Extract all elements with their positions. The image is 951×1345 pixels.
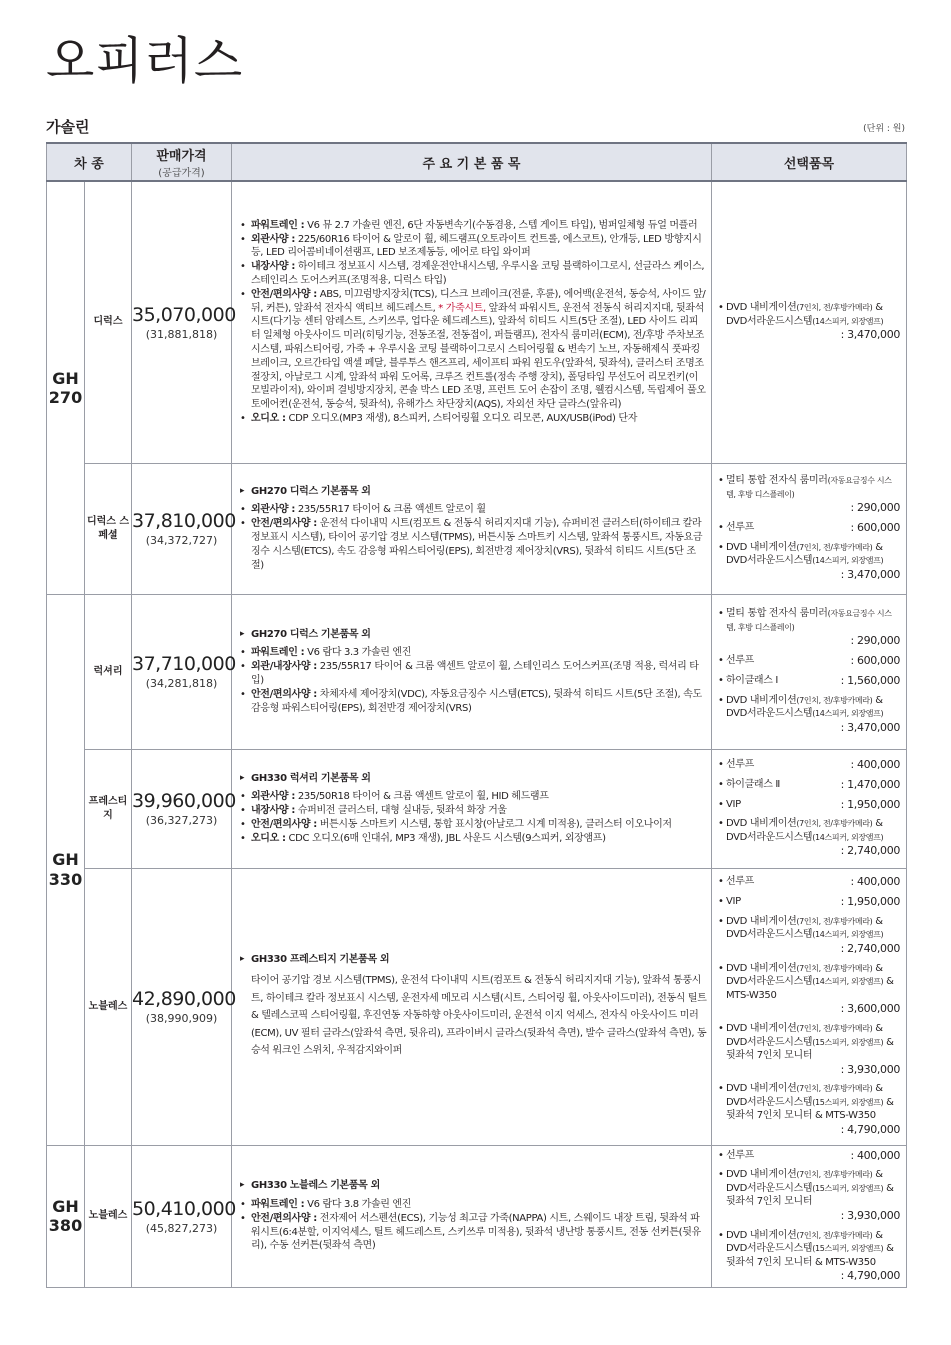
option-item: [718, 694, 900, 736]
option-name: & DVD서라운드시스템: [726, 1169, 883, 1194]
feature-label: 안전/편의사양 :: [251, 818, 317, 830]
header-options: 선택품목: [712, 143, 907, 181]
table-row: [47, 749, 907, 868]
price-cell: [132, 463, 236, 594]
trim-cell: 럭셔리: [85, 594, 132, 749]
option-price: : 3,470,000: [840, 720, 900, 734]
feature-list: [240, 953, 707, 1059]
option-item: [718, 895, 900, 910]
price-cell: [132, 181, 236, 463]
feature-label: 안전/편의사양 :: [251, 688, 317, 700]
option-note: (14스피커, 외장앰프): [812, 977, 884, 987]
feature-heading-text: GH330 럭셔리 기본품목 외: [251, 772, 371, 784]
option-item: [718, 758, 900, 773]
options-cell: [712, 594, 907, 749]
feature-item: [240, 646, 707, 660]
model-group-gh270: GH 270: [47, 181, 85, 594]
supply-price: (34,281,818): [145, 677, 218, 690]
unit-note: (단위 : 원): [863, 124, 905, 134]
feature-label: 내장사양 :: [251, 805, 296, 817]
features-cell: [232, 749, 712, 868]
price-cell: [132, 868, 236, 1145]
feature-heading: [240, 485, 707, 499]
option-name: & DVD서라운드시스템: [726, 302, 883, 327]
option-price: : 3,470,000: [840, 328, 900, 342]
price-cell: [132, 1145, 236, 1288]
option-price: : 4,790,000: [840, 1122, 900, 1136]
table-header-row: [47, 143, 907, 181]
feature-item: [240, 832, 707, 846]
option-note: (14스피커, 외장앰프): [812, 556, 884, 566]
feature-label: 오디오 :: [251, 412, 286, 424]
option-price: : 1,560,000: [840, 674, 900, 687]
option-note: (자동요금징수 시스템, 후방 디스플레이): [726, 476, 892, 499]
option-price: : 290,000: [850, 501, 900, 515]
option-name: DVD 내비게이션: [726, 694, 797, 706]
option-item: [718, 962, 900, 1017]
trim-cell: 디럭스: [85, 181, 132, 463]
feature-list: [240, 1179, 707, 1253]
option-note: (14스피커, 외장앰프): [812, 709, 884, 719]
trim-cell: 디럭스 스페셜: [85, 463, 132, 594]
table-body: [47, 181, 907, 1288]
option-price: : 1,470,000: [840, 777, 900, 791]
feature-item: [240, 503, 707, 517]
feature-item: [240, 1198, 707, 1212]
feature-text: V6 뮤 2.7 가솔린 엔진, 6단 자동변속기(수동겸용, 스텝 게이트 타입), 범퍼일체형 듀얼 머플러: [304, 219, 698, 231]
feature-item: [240, 233, 707, 261]
features-cell: [232, 181, 712, 463]
option-name: & DVD서라운드시스템: [726, 541, 883, 567]
option-item: [718, 654, 900, 669]
features-cell: [232, 868, 712, 1145]
feature-text: 슈퍼비전 클러스터, 대형 실내등, 뒷좌석 화장 거울: [295, 805, 507, 817]
option-name: • VIP: [726, 896, 741, 908]
option-item: [718, 778, 900, 793]
feature-heading: [240, 953, 707, 967]
feature-label: 외관/내장사양 :: [251, 661, 317, 673]
option-item: [718, 1082, 900, 1137]
option-name: & MTS-W350: [726, 976, 894, 1001]
feature-list: [240, 219, 707, 426]
option-description: [726, 694, 900, 721]
option-item: [718, 541, 900, 583]
table-row: [47, 868, 907, 1145]
feature-item: [240, 260, 707, 288]
options-cell: [712, 181, 907, 463]
feature-label: 안전/편의사양 :: [251, 1212, 317, 1224]
feature-list: [240, 628, 707, 716]
feature-heading-text: GH330 노블레스 기본품목 외: [251, 1180, 380, 1192]
option-name: & DVD서라운드시스템: [726, 1023, 883, 1048]
option-name: & 뒷좌석 7인치 모니터 & MTS-W350: [726, 1243, 894, 1268]
feature-text: ABS, 미끄럼방지장치(TCS), 디스크 브레이크(전륜, 후륜), 에어백(운전석, 동승석, 사이드 앞/뒤, 커튼), 앞좌석 전자식 액티브 헤드레스트,: [251, 288, 706, 314]
option-note: (7인치, 전/후방카메라): [796, 542, 873, 552]
feature-item: [240, 804, 707, 818]
option-note: (15스피커, 외장앰프): [812, 1097, 884, 1107]
feature-item: [240, 517, 707, 572]
feature-label: 파워트레인 :: [251, 219, 305, 231]
feature-list: [240, 485, 707, 573]
feature-item: [240, 219, 707, 233]
option-item: [718, 915, 900, 957]
option-name: DVD 내비게이션: [726, 541, 797, 553]
option-item: [718, 1149, 900, 1164]
header-price-label: 판매가격: [156, 149, 207, 164]
option-row: [726, 895, 900, 910]
option-description: [726, 915, 900, 942]
table-row: [47, 1145, 907, 1288]
option-name: & DVD서라운드시스템: [726, 1229, 883, 1255]
trim-cell: 노블레스: [85, 1145, 132, 1288]
option-item: [718, 1229, 900, 1284]
option-note: (7인치, 전/후방카메라): [796, 1084, 873, 1094]
feature-heading: [240, 1179, 707, 1193]
option-name: DVD 내비게이션: [726, 818, 797, 830]
feature-item: [240, 1212, 707, 1253]
option-name: DVD 내비게이션: [726, 962, 797, 974]
option-item: [718, 1022, 900, 1077]
option-item: [718, 875, 900, 890]
feature-label: 외관사양 :: [251, 504, 296, 516]
feature-label: 파워트레인 :: [251, 1199, 305, 1211]
option-note: (7인치, 전/후방카메라): [796, 963, 873, 973]
option-price: : 400,000: [850, 1148, 900, 1162]
option-price: : 400,000: [850, 757, 900, 771]
feature-label: 내장사양 :: [251, 261, 296, 273]
feature-text: CDP 오디오(MP3 재생), 8스피커, 스티어링휠 오디오 리모콘, AUX/USB(iPod) 단자: [285, 412, 637, 424]
option-name: & DVD서라운드시스템: [726, 818, 883, 843]
option-name: • 선루프: [726, 522, 754, 534]
trim-cell: 노블레스: [85, 868, 132, 1145]
feature-label: 안전/편의사양 :: [251, 518, 317, 530]
feature-heading-text: GH270 디럭스 기본품목 외: [251, 485, 371, 497]
feature-text: V6 람다 3.3 가솔린 엔진: [304, 647, 412, 659]
option-row: [726, 521, 900, 536]
option-name: DVD 내비게이션: [726, 1169, 797, 1181]
option-price: : 1,950,000: [840, 895, 900, 909]
option-item: [718, 474, 900, 516]
feature-text: 235/50R18 타이어 & 크롬 액센트 알로이 휠, HID 헤드램프: [295, 791, 549, 803]
fuel-type-heading: 가솔린: [46, 118, 90, 136]
option-price: : 3,470,000: [840, 567, 900, 581]
supply-price: (45,827,273): [145, 1221, 218, 1235]
option-description: [726, 962, 900, 1003]
feature-heading: [240, 628, 707, 642]
header-features: 주 요 기 본 품 목: [232, 143, 712, 181]
option-description: [726, 1082, 900, 1123]
feature-label: 파워트레인 :: [251, 647, 305, 659]
option-note: (15스피커, 외장앰프): [812, 1244, 884, 1254]
supply-price: (31,881,818): [145, 327, 218, 341]
option-name: • 하이클래스 Ⅱ: [726, 778, 780, 790]
options-cell: [712, 868, 907, 1145]
feature-text: V6 람다 3.8 가솔린 엔진: [304, 1199, 412, 1211]
option-name: & DVD서라운드시스템: [726, 1083, 883, 1108]
option-note: (7인치, 전/후방카메라): [796, 695, 873, 705]
option-note: (15스피커, 외장앰프): [812, 1037, 884, 1047]
option-row: [726, 798, 900, 813]
option-price: : 600,000: [850, 654, 900, 668]
table-row: [47, 181, 907, 463]
option-name: DVD 내비게이션: [726, 1023, 797, 1035]
option-note: (14스피커, 외장앰프): [812, 930, 884, 940]
option-note: (7인치, 전/후방카메라): [796, 1230, 873, 1240]
feature-text: 차체자세 제어장치(VDC), 자동요금징수 시스템(ETCS), 뒷좌석 히티드 시트(5단 조절), 속도 감응형 파워스티어링(EPS), 회전반경 제어장치(VRS): [251, 688, 702, 714]
feature-label: 오디오 :: [251, 832, 286, 844]
option-row: [726, 674, 900, 689]
sale-price: 42,890,000: [132, 988, 236, 1010]
feature-item: [240, 412, 707, 426]
feature-text: 앞좌석 파워시트, 운전석 전동식 허리지지대, 뒷좌석 시트(다기능 센터 암레스트, 스키쓰루, 업다운 헤드레스트), 앞좌석 히티드 시트(5단 조절), LED 사이드 리피터 일체형 아웃사이드 미러(히팅기능, 전동조절, 전동접이, 퍼들램프), 전자식 룸미러(ECM), 전/후방 주차보조시스템, 파워스티어링, 가죽 + 우루시올 코팅 블랙하이그로시 스티어링휠 & 변속기 노브, 자동해제식 풋파킹 브레이크, 오르간타입 액셀 페달, 블루투스 핸즈프리, 세이프티 파워 윈도우(앞좌석, 뒷좌석), 클러스터 조명조절장치, 아날로그 시계, 앞좌석 파워 도어록, 크루즈 컨트롤(정속 주행 장치), 폴딩타입 무선도어 리모컨키(이모빌라이저), 와이퍼 결빙방지장치, 콘솔 박스 LED 조명, 프런트 도어 손잡이 조명, 웰컴시스템, 독립제어 풀오토에어컨(운전석, 동승석, 뒷좌석), 유해가스 차단장치(AQS), 자외선 차단 글라스(앞유리): [251, 302, 706, 411]
feature-star-text: * 가죽시트,: [438, 302, 486, 314]
option-name: • 선루프: [726, 655, 754, 667]
option-row: [726, 778, 900, 793]
header-model: 차 종: [47, 143, 132, 181]
feature-text: 235/55R17 타이어 & 크롬 액센트 알로이 휠, 스테인리스 도어스커프(조명 적용, 럭셔리 타입): [251, 661, 699, 686]
feature-item: [240, 660, 707, 688]
feature-label: 안전/편의사양 :: [251, 288, 317, 300]
option-price: : 400,000: [850, 875, 900, 889]
option-item: [718, 521, 900, 536]
option-item: [718, 301, 900, 343]
features-cell: [232, 463, 712, 594]
feature-item: [240, 790, 707, 804]
option-name: DVD 내비게이션: [726, 302, 797, 314]
option-price: : 290,000: [850, 634, 900, 648]
features-cell: [232, 594, 712, 749]
options-cell: [712, 463, 907, 594]
option-item: [718, 607, 900, 649]
option-row: [726, 654, 900, 669]
option-name: & DVD서라운드시스템: [726, 915, 883, 941]
option-item: [718, 674, 900, 689]
option-price: : 4,790,000: [840, 1269, 900, 1283]
options-cell: [712, 749, 907, 868]
sale-price: 39,960,000: [132, 790, 236, 812]
option-name: & DVD서라운드시스템: [726, 962, 883, 988]
table-row: [47, 594, 907, 749]
sale-price: 50,410,000: [132, 1197, 236, 1220]
feature-plain-text: 타이어 공기압 경보 시스템(TPMS), 운전석 다이내믹 시트(컴포트 & 전동식 허리지지대 기능), 앞좌석 통풍시트, 하이테크 칼라 정보표시 시스템, 운전자세 메모리 시스템(시트, 스티어링 휠, 아웃사이드미러), 전동식 틸트 & 텔레스코픽 스티어링휠, 후진연동 자동하향 아웃사이드미러, 운전석 이지 억세스, 전자식 아웃사이드 미러(ECM), UV 필터 글라스(앞좌석 측면, 뒷유리), 프라이버시 글라스(뒷좌석 측면), 발수 글라스(앞좌석 측면), 동승석 워크인 스위치, 우적감지와이퍼: [251, 975, 707, 1057]
option-name: DVD 내비게이션: [726, 915, 797, 927]
option-name: DVD 내비게이션: [726, 1083, 797, 1095]
sale-price: 37,710,000: [132, 653, 236, 675]
option-name: • 선루프: [726, 758, 754, 770]
page-title: 오피러스: [46, 32, 244, 90]
option-description: [726, 1168, 900, 1209]
option-description: [726, 817, 900, 844]
option-price: : 3,930,000: [840, 1062, 900, 1076]
feature-heading-text: GH330 프레스티지 기본품목 외: [251, 954, 390, 966]
option-note: (7인치, 전/후방카메라): [796, 1024, 873, 1034]
model-group-gh330: GH 330: [47, 594, 85, 1145]
options-cell: [712, 1145, 907, 1288]
feature-item: [240, 288, 707, 412]
option-row: [726, 758, 900, 773]
header-price: [132, 143, 232, 181]
option-name: & 뒷좌석 7인치 모니터: [726, 1182, 894, 1208]
supply-price: (34,372,727): [145, 534, 218, 547]
option-name: • 선루프: [726, 1149, 754, 1161]
trim-cell: 프레스티지: [85, 749, 132, 868]
option-name: • 선루프: [726, 876, 754, 888]
feature-text: 하이테크 정보표시 시스템, 경제운전안내시스템, 우루시올 코팅 블랙하이그로시, 선글라스 케이스, 스테인리스 도어스커프(조명적용, 디럭스 타입): [251, 261, 705, 286]
feature-heading-text: GH270 디럭스 기본품목 외: [251, 628, 371, 640]
feature-text: CDC 오디오(6매 인대쉬, MP3 재생), JBL 사운드 시스템(9스피커, 외장앰프): [285, 832, 606, 844]
feature-label: 외관사양 :: [251, 233, 296, 245]
supply-price: (36,327,273): [145, 814, 218, 827]
option-item: [718, 817, 900, 859]
option-price: : 3,930,000: [840, 1208, 900, 1222]
feature-item: [240, 688, 707, 716]
sale-price: 37,810,000: [132, 510, 236, 532]
option-name: • VIP: [726, 798, 741, 810]
table-row: [47, 463, 907, 594]
option-description: [726, 1022, 900, 1063]
option-row: [726, 875, 900, 890]
option-price: : 600,000: [850, 521, 900, 535]
model-group-gh380: GH 380: [47, 1145, 85, 1288]
option-note: (14스피커, 외장앰프): [812, 316, 884, 326]
option-name: 멀티 통합 전자식 룸미러: [726, 608, 828, 620]
feature-list: [240, 772, 707, 846]
header-price-sub: (공급가격): [158, 168, 205, 179]
option-note: (7인치, 전/후방카메라): [796, 916, 873, 926]
option-name: • 하이클래스 Ⅰ: [726, 675, 778, 686]
feature-item: [240, 818, 707, 832]
feature-label: 외관사양 :: [251, 791, 296, 803]
supply-price: (38,990,909): [145, 1012, 218, 1025]
option-description: [726, 474, 900, 501]
option-name: & DVD서라운드시스템: [726, 694, 883, 720]
feature-text: 버튼시동 스마트키 시스템, 통합 표시창(아날로그 시계 미적용), 클러스터 이오나이저: [316, 818, 672, 830]
price-cell: [132, 749, 236, 868]
price-table: [46, 142, 907, 1288]
price-cell: [132, 594, 236, 749]
option-price: : 1,950,000: [840, 797, 900, 811]
option-description: [726, 301, 900, 328]
option-name: & 뒷좌석 7인치 모니터 & MTS-W350: [726, 1096, 894, 1122]
feature-text: 225/60R16 타이어 & 알로이 휠, 헤드램프(오토라이트 컨트롤, 에스코트), 안개등, LED 방향지시등, LED 리어콤비네이션램프, LED 보조제동등, 에어로 타입 와이퍼: [251, 233, 702, 259]
option-price: : 2,740,000: [840, 844, 900, 858]
option-note: (자동요금징수 시스템, 후방 디스플레이): [726, 609, 892, 632]
feature-text: 235/55R17 타이어 & 크롬 액센트 알로이 휠: [295, 504, 486, 516]
option-name: DVD 내비게이션: [726, 1229, 797, 1241]
option-name: 멀티 통합 전자식 룸미러: [726, 475, 828, 487]
option-name: & 뒷좌석 7인치 모니터: [726, 1036, 894, 1062]
feature-heading: [240, 772, 707, 786]
option-item: [718, 798, 900, 813]
feature-text: 운전석 다이내믹 시트(컴포트 & 전동식 허리지지대 기능), 슈퍼비전 클러스터(하이테크 칼라 정보표시 시스템), 타이어 공기압 경보 시스템(TPMS), 버튼시동 스마트키 시스템, 앞좌석 통풍시트, 자동요금징수 시스템(ETCS), 속도 감응형 파워스티어링(EPS), 회전반경 제어장치(VRS), 뒷좌석 히티드 시트(5단 조절): [251, 518, 703, 571]
option-note: (14스피커, 외장앰프): [812, 832, 884, 842]
option-note: (7인치, 전/후방카메라): [796, 819, 873, 829]
option-price: : 3,600,000: [840, 1002, 900, 1016]
option-note: (15스피커, 외장앰프): [812, 1183, 884, 1193]
option-row: [726, 1149, 900, 1164]
option-note: (7인치, 전/후방카메라): [796, 1170, 873, 1180]
option-description: [726, 607, 900, 634]
option-description: [726, 541, 900, 568]
option-price: : 2,740,000: [840, 941, 900, 955]
option-description: [726, 1229, 900, 1270]
sale-price: 35,070,000: [132, 303, 236, 326]
features-cell: [232, 1145, 712, 1288]
feature-text: 전자제어 서스펜션(ECS), 기능성 최고급 가죽(NAPPA) 시트, 스웨이드 내장 트림, 뒷좌석 파워시트(6:4분할, 이지억세스, 틸트 헤드레스트, 스키쓰루 미적용), 뒷좌석 냉난방 통풍시트, 전동 선커튼(뒷유리), 수동 선커튼(뒷좌석 측면): [251, 1212, 701, 1252]
option-item: [718, 1168, 900, 1223]
option-note: (7인치, 전/후방카메라): [796, 303, 873, 313]
